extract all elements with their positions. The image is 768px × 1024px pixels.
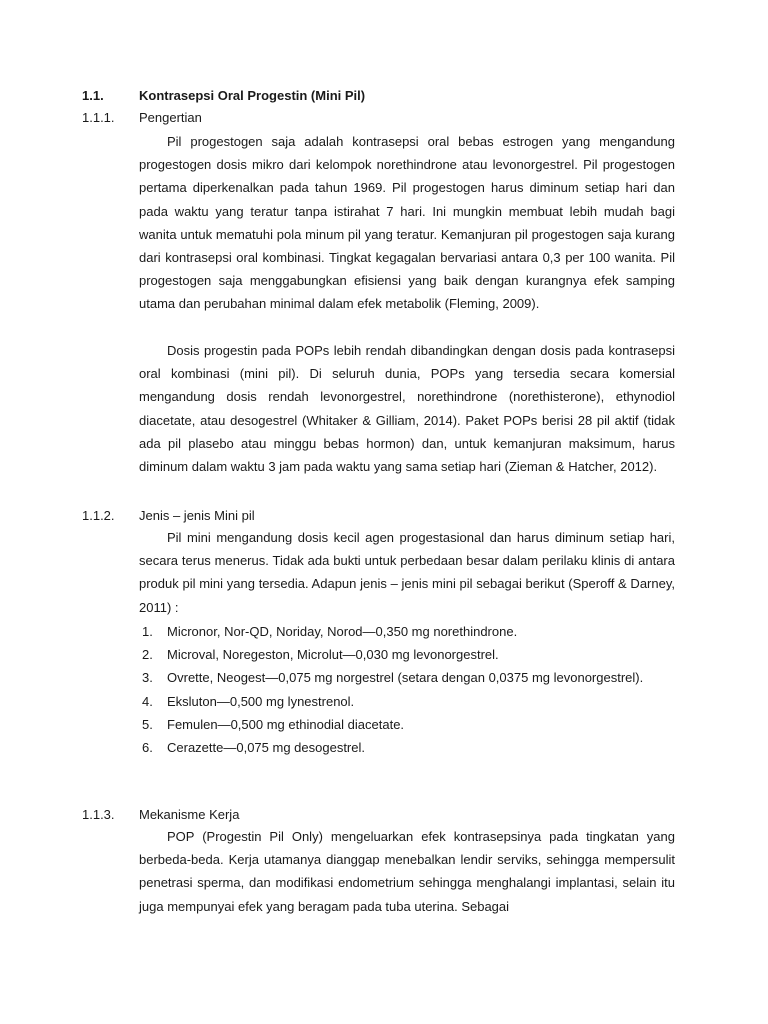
paragraph-pengertian-2: Dosis progestin pada POPs lebih rendah dibandingkan dengan dosis pada kontrasepsi oral kombinasi (mini pil). Di seluruh dunia, POPs yang tersedia secara komersial mengandung dosis rendah levonorgestrel, norethindrone (norethisterone), ethynodiol diacetate, atau desogestrel (Whitaker & Gilliam, 2014). Paket POPs berisi 28 pil aktif (tidak ada pil plasebo atau minggu bebas hormon) dan, untuk kemanjuran maksimum, harus diminum dalam waktu 3 jam pada waktu yang sama setiap hari (Zieman & Hatcher, 2012). — [139, 343, 675, 475]
paragraph-mekanisme: POP (Progestin Pil Only) mengeluarkan efek kontrasepsinya pada tingkatan yang berbeda-beda. Kerja utamanya dianggap menebalkan lendir serviks, sehingga mempersulit penetrasi sperma, dan modifikasi endometrium sehingga menghalangi implantasi, selain itu juga mempunyai efek yang beragam pada tuba uterina. Sebagai — [139, 829, 675, 914]
list-item — [139, 620, 675, 643]
mini-pill-type-list — [139, 620, 675, 759]
list-item-text: Ovrette, Neogest—0,075 mg norgestrel (setara dengan 0,0375 mg levonorgestrel). — [167, 670, 644, 686]
subsection-heading-pengertian — [82, 108, 202, 128]
list-item-text: Eksluton—0,500 mg lynestrenol. — [167, 693, 355, 709]
list-marker: 6. — [142, 740, 153, 756]
list-marker: 2. — [142, 647, 153, 663]
list-item — [139, 666, 675, 689]
list-item — [139, 690, 675, 713]
section-title: Kontrasepsi Oral Progestin (Mini Pil) — [139, 88, 366, 103]
list-item-text: Cerazette—0,075 mg desogestrel. — [167, 740, 365, 756]
subsection-number: 1.1.1. — [82, 110, 115, 125]
subsection-number: 1.1.3. — [82, 807, 115, 822]
list-item-text: Femulen—0,500 mg ethinodial diacetate. — [167, 716, 405, 732]
subsection-title: Pengertian — [139, 110, 202, 125]
subsection-heading-jenis — [82, 506, 255, 526]
subsection-number: 1.1.2. — [82, 508, 115, 523]
subsection-heading-mekanisme — [82, 805, 239, 825]
list-item-text: Microval, Noregeston, Microlut—0,030 mg levonorgestrel. — [167, 647, 499, 663]
paragraph-pengertian-1: Pil progestogen saja adalah kontrasepsi oral bebas estrogen yang mengandung progestogen dosis mikro dari kelompok norethindrone atau levonorgestrel. Pil progestogen pertama diperkenalkan pada tahun 1969. Pil progestogen harus diminum setiap hari dan pada waktu yang teratur tanpa istirahat 7 hari. Ini mungkin membuat lebih mudah bagi wanita untuk mematuhi pola minum pil yang teratur. Kemanjuran pil progestogen saja kurang dari kontrasepsi oral kombinasi. Tingkat kegagalan bervariasi antara 0,3 per 100 wanita. Pil progestogen saja menggabungkan efisiensi yang baik dengan kurangnya efek samping utama dan perubahan minimal dalam efek metabolik (Fleming, 2009). — [139, 134, 675, 312]
list-marker: 3. — [142, 670, 153, 686]
subsection-title: Jenis – jenis Mini pil — [139, 508, 255, 523]
list-item — [139, 736, 675, 759]
section-heading — [82, 86, 365, 106]
list-marker: 4. — [142, 693, 153, 709]
list-item — [139, 713, 675, 736]
list-item-text: Micronor, Nor-QD, Noriday, Norod—0,350 mg norethindrone. — [167, 624, 518, 639]
list-marker: 5. — [142, 716, 153, 732]
subsection-title: Mekanisme Kerja — [139, 807, 240, 822]
section-number: 1.1. — [82, 88, 104, 103]
list-item — [139, 643, 675, 666]
list-marker: 1. — [142, 624, 153, 639]
paragraph-jenis: Pil mini mengandung dosis kecil agen progestasional dan harus diminum setiap hari, secara terus menerus. Tidak ada bukti untuk perbedaan besar dalam perilaku klinis di antara produk pil mini yang tersedia. Adapun jenis – jenis mini pil sebagai berikut (Speroff & Darney, 2011) : — [139, 530, 675, 615]
